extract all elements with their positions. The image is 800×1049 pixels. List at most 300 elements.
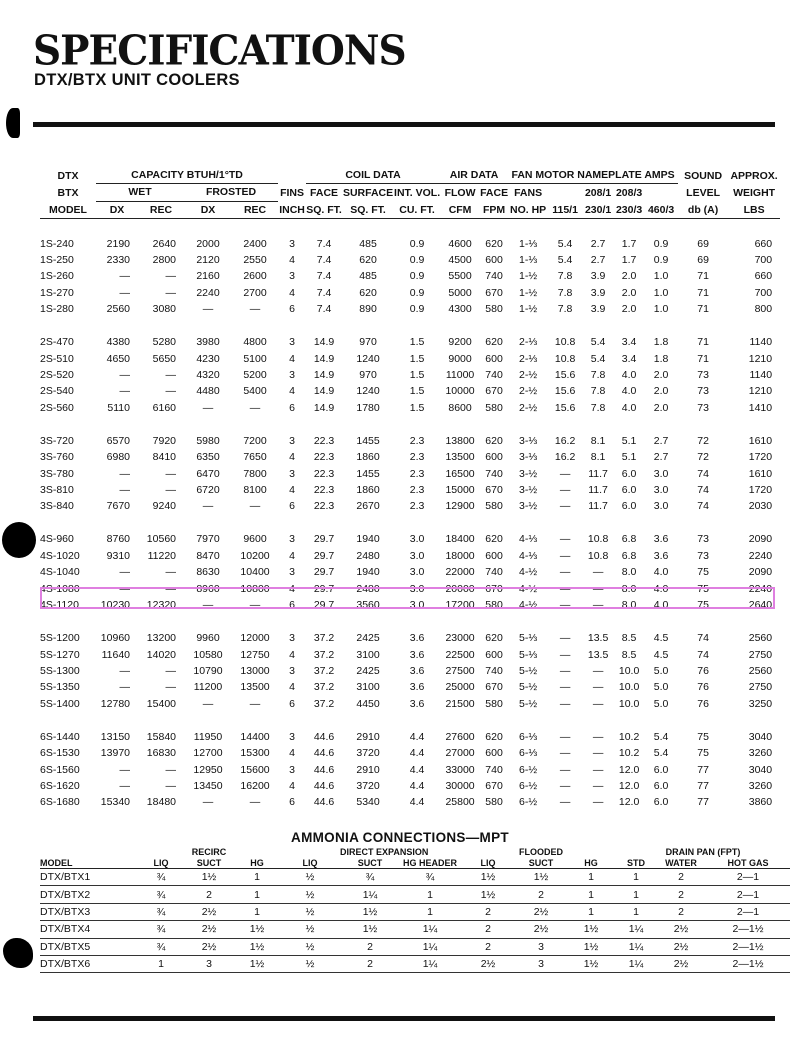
table-cell: 1.0: [653, 270, 669, 283]
table-cell: 1-⅓: [519, 237, 538, 250]
table-cell: 2.7: [653, 451, 669, 464]
model-cell: 4S-1020: [40, 549, 80, 562]
table-cell: 3.0: [653, 484, 669, 497]
table-cell: 73: [697, 401, 709, 414]
table-cell: 44.6: [313, 779, 335, 792]
table-cell: 1720: [748, 451, 773, 464]
table-cell: 13970: [100, 747, 130, 760]
table-cell: 71: [697, 352, 709, 365]
top-rule: [33, 122, 775, 127]
table-cell: 660: [754, 237, 773, 250]
table-row: [40, 630, 780, 646]
table-cell: 2—1: [706, 869, 790, 886]
table-cell: 1780: [356, 401, 380, 414]
table-cell: 6570: [106, 434, 130, 447]
table-cell: 4300: [448, 303, 472, 316]
table-cell: 0.9: [409, 237, 425, 250]
table-row: [40, 400, 780, 416]
table-cell: 2670: [356, 500, 380, 513]
table-cell: 4.0: [653, 582, 669, 595]
table-cell: 620: [359, 286, 377, 299]
group-spacer: [40, 318, 780, 335]
table-cell: —: [559, 484, 571, 497]
table-cell: 0.9: [409, 286, 425, 299]
table-cell: 6350: [196, 451, 220, 464]
table-cell: 800: [754, 303, 773, 316]
col-header: CFM: [448, 203, 472, 216]
table-cell: 14400: [240, 730, 270, 743]
table-cell: 2480: [356, 549, 380, 562]
table-cell: 3-½: [519, 484, 538, 497]
table-cell: 2910: [356, 763, 380, 776]
table-cell: 3: [289, 664, 295, 677]
table-cell: 740: [485, 467, 503, 480]
col-header-level: LEVEL: [686, 186, 721, 199]
table-cell: 3250: [748, 697, 773, 710]
table-cell: 3.0: [409, 599, 425, 612]
table-cell: 1¼: [400, 955, 460, 972]
table-cell: 6.0: [653, 763, 669, 776]
table-cell: 1: [234, 886, 280, 903]
table-cell: 1720: [748, 484, 773, 497]
table-cell: 670: [485, 779, 503, 792]
table-cell: 76: [697, 664, 709, 677]
table-cell: 4.4: [409, 747, 425, 760]
table-cell: 2.3: [409, 500, 425, 513]
col-header: HG: [566, 857, 616, 869]
col-header: HG: [234, 857, 280, 869]
table-cell: 15340: [100, 796, 130, 809]
table-cell: 2: [656, 886, 706, 903]
table-cell: 7670: [106, 500, 130, 513]
table-cell: —: [119, 779, 130, 792]
table-cell: 4: [289, 484, 295, 497]
table-cell: —: [559, 648, 571, 661]
table-cell: 6: [289, 401, 295, 414]
table-cell: 970: [359, 336, 377, 349]
group-header-fan-motor: FAN MOTOR NAMEPLATE AMPS: [508, 167, 678, 184]
table-cell: 2: [184, 886, 234, 903]
table-cell: 3-½: [519, 500, 538, 513]
ammonia-section-title: AMMONIA CONNECTIONS—MPT: [291, 830, 509, 845]
model-cell: DTX/BTX5: [40, 938, 138, 955]
col-header: 230/1: [584, 203, 612, 216]
table-cell: 8600: [448, 401, 472, 414]
col-header-btx: BTX: [57, 186, 79, 199]
table-cell: 7970: [196, 533, 220, 546]
table-cell: 3: [516, 938, 566, 955]
table-cell: 75: [697, 730, 709, 743]
punch-hole-mark: [6, 108, 20, 138]
table-cell: 3.0: [409, 582, 425, 595]
table-cell: —: [559, 549, 571, 562]
table-cell: 3: [289, 730, 295, 743]
table-cell: 15000: [445, 484, 475, 497]
punch-hole-mark: [3, 938, 33, 968]
table-cell: 4380: [106, 336, 130, 349]
table-cell: —: [202, 500, 214, 513]
table-cell: 4: [289, 681, 295, 694]
table-cell: 4: [289, 352, 295, 365]
col-header: LIQ: [460, 857, 516, 869]
table-cell: 12950: [193, 763, 223, 776]
table-cell: 74: [697, 467, 709, 480]
table-cell: 12900: [445, 500, 475, 513]
model-cell: 6S-1680: [40, 796, 80, 809]
table-cell: 4-⅓: [519, 549, 538, 562]
table-row: [40, 252, 780, 268]
header-row-3: [40, 201, 780, 218]
table-cell: 4.0: [621, 369, 637, 382]
table-row: [40, 531, 780, 547]
table-cell: 1.5: [409, 352, 425, 365]
table-cell: 5280: [152, 336, 176, 349]
table-cell: 2-½: [519, 401, 538, 414]
table-cell: 9600: [243, 533, 267, 546]
table-cell: 4: [289, 582, 295, 595]
table-cell: 4-½: [519, 582, 538, 595]
table-cell: 620: [485, 336, 503, 349]
table-cell: 740: [485, 763, 503, 776]
table-cell: ¾: [138, 869, 184, 886]
table-cell: 2160: [196, 270, 220, 283]
group-spacer: [40, 515, 780, 532]
table-cell: 6470: [196, 467, 220, 480]
table-cell: 1860: [356, 451, 380, 464]
table-cell: 620: [359, 254, 377, 267]
table-cell: 2: [460, 938, 516, 955]
table-cell: 600: [485, 648, 503, 661]
table-cell: 670: [485, 681, 503, 694]
table-cell: 4-⅓: [519, 533, 538, 546]
table-cell: 33000: [445, 763, 475, 776]
table-cell: 77: [697, 763, 709, 776]
model-cell: 3S-810: [40, 484, 74, 497]
group-header-air-data: AIR DATA: [440, 167, 508, 184]
table-cell: 1455: [356, 467, 380, 480]
table-cell: 4.0: [653, 599, 669, 612]
table-cell: 3.0: [653, 500, 669, 513]
table-cell: 71: [697, 303, 709, 316]
table-cell: 3: [289, 237, 295, 250]
table-cell: 670: [485, 484, 503, 497]
table-cell: 2-½: [519, 385, 538, 398]
table-cell: 3100: [356, 648, 380, 661]
table-cell: 6-½: [519, 763, 538, 776]
col-header: DX: [109, 203, 125, 216]
table-cell: 700: [754, 286, 773, 299]
table-cell: 4600: [448, 237, 472, 250]
table-cell: 77: [697, 796, 709, 809]
table-cell: 14.9: [313, 352, 335, 365]
col-header: WATER: [656, 857, 706, 869]
table-cell: 670: [485, 385, 503, 398]
table-cell: 3.6: [409, 697, 425, 710]
table-cell: 3.0: [653, 467, 669, 480]
table-cell: 2: [516, 886, 566, 903]
table-cell: 620: [485, 533, 503, 546]
table-cell: 580: [485, 303, 503, 316]
table-cell: 3: [289, 270, 295, 283]
table-cell: 29.7: [313, 582, 335, 595]
table-cell: 21500: [445, 697, 475, 710]
table-cell: 2640: [748, 599, 773, 612]
table-cell: 22.3: [313, 467, 335, 480]
table-cell: 5100: [243, 352, 267, 365]
table-cell: 3.0: [409, 549, 425, 562]
table-cell: 5.4: [653, 747, 669, 760]
table-cell: 6.0: [621, 467, 637, 480]
table-cell: 3.6: [409, 664, 425, 677]
table-cell: 6: [289, 500, 295, 513]
table-cell: 0.9: [653, 237, 669, 250]
table-cell: 25800: [445, 796, 475, 809]
table-row: [40, 903, 790, 920]
table-cell: 7.4: [316, 237, 332, 250]
model-cell: 3S-840: [40, 500, 74, 513]
table-cell: 75: [697, 582, 709, 595]
table-cell: 44.6: [313, 730, 335, 743]
table-cell: —: [165, 681, 176, 694]
table-cell: 29.7: [313, 566, 335, 579]
table-cell: 670: [485, 286, 503, 299]
table-cell: 7.4: [316, 254, 332, 267]
table-row: [40, 285, 780, 301]
table-cell: 1.8: [653, 336, 669, 349]
table-cell: 18000: [445, 549, 475, 562]
table-cell: 1140: [749, 369, 773, 382]
model-cell: 2S-510: [40, 352, 74, 365]
table-cell: 13800: [445, 434, 475, 447]
table-cell: 73: [697, 385, 709, 398]
table-cell: —: [119, 484, 130, 497]
table-cell: 2.0: [653, 385, 669, 398]
col-header: SUCT: [184, 857, 234, 869]
table-row: [40, 498, 780, 514]
table-cell: 3560: [356, 599, 380, 612]
table-cell: —: [559, 697, 571, 710]
table-cell: 3040: [748, 730, 773, 743]
table-cell: 29.7: [313, 549, 335, 562]
model-cell: 4S-960: [40, 533, 74, 546]
table-cell: 1610: [748, 434, 773, 447]
table-cell: 3: [289, 336, 295, 349]
table-cell: 16830: [146, 747, 176, 760]
table-cell: 6-⅓: [519, 747, 538, 760]
table-cell: 11.7: [588, 500, 608, 513]
table-cell: 6.8: [621, 549, 637, 562]
table-cell: 25000: [445, 681, 475, 694]
table-cell: 6: [289, 303, 295, 316]
table-cell: 73: [697, 533, 709, 546]
table-cell: 2480: [356, 582, 380, 595]
table-row: [40, 236, 780, 252]
table-cell: 2.0: [621, 286, 637, 299]
table-cell: 3: [289, 467, 295, 480]
table-cell: 14.9: [313, 385, 335, 398]
table-cell: 1.0: [653, 286, 669, 299]
table-cell: —: [559, 599, 571, 612]
model-cell: 2S-520: [40, 369, 74, 382]
table-cell: 7.8: [590, 385, 606, 398]
table-cell: 1½: [460, 886, 516, 903]
table-cell: 2½: [516, 903, 566, 920]
table-cell: 75: [697, 599, 709, 612]
table-cell: 10790: [193, 664, 223, 677]
table-cell: 2560: [106, 303, 130, 316]
model-cell: 2S-560: [40, 401, 74, 414]
table-cell: 12.0: [618, 779, 640, 792]
col-header: SQ. FT.: [350, 203, 386, 216]
table-cell: 8.1: [590, 434, 606, 447]
table-cell: 11950: [193, 730, 223, 743]
table-cell: 3.4: [621, 352, 637, 365]
table-cell: 3.9: [590, 303, 606, 316]
table-cell: 37.2: [313, 632, 335, 645]
col-header-weight: WEIGHT: [733, 186, 776, 199]
table-cell: 77: [697, 779, 709, 792]
table-row: [40, 383, 780, 399]
group-spacer: [40, 712, 780, 729]
table-cell: —: [559, 747, 571, 760]
table-cell: 6-½: [519, 796, 538, 809]
table-cell: 1¼: [616, 921, 656, 938]
table-cell: —: [592, 582, 604, 595]
table-cell: 3-⅓: [519, 451, 538, 464]
table-cell: 9310: [106, 549, 130, 562]
table-cell: 4.4: [409, 730, 425, 743]
col-header: db (A): [687, 203, 719, 216]
table-row: [40, 482, 780, 498]
table-cell: 13500: [445, 451, 475, 464]
table-cell: 44.6: [313, 796, 335, 809]
table-cell: ½: [280, 886, 340, 903]
header-row-2: [40, 184, 780, 201]
table-cell: 15840: [146, 730, 176, 743]
table-cell: 8960: [196, 582, 220, 595]
table-cell: 2240: [748, 549, 773, 562]
table-cell: —: [119, 286, 130, 299]
table-cell: 3.0: [409, 566, 425, 579]
ammonia-connections-table: [40, 846, 790, 973]
table-cell: 0.9: [409, 303, 425, 316]
table-cell: —: [165, 566, 176, 579]
col-header-face-air: FACE: [480, 186, 509, 199]
table-cell: 73: [697, 369, 709, 382]
table-cell: 1: [566, 886, 616, 903]
table-cell: 13.5: [587, 648, 609, 661]
table-cell: 12.0: [618, 796, 640, 809]
table-cell: 2: [656, 869, 706, 886]
table-cell: 6: [289, 599, 295, 612]
table-cell: 7650: [243, 451, 267, 464]
table-cell: —: [165, 467, 176, 480]
table-cell: 3.6: [409, 648, 425, 661]
table-cell: 6.0: [621, 484, 637, 497]
table-cell: 2550: [243, 254, 267, 267]
table-cell: —: [592, 599, 604, 612]
col-header-fans: FANS: [514, 186, 543, 199]
table-cell: 6980: [106, 451, 130, 464]
table-cell: 0.9: [409, 254, 425, 267]
table-cell: 5-⅓: [519, 632, 538, 645]
table-cell: 4480: [196, 385, 220, 398]
table-cell: 5000: [448, 286, 472, 299]
group-spacer: [40, 614, 780, 631]
table-cell: 600: [485, 549, 503, 562]
table-row: [40, 679, 780, 695]
table-cell: 5980: [196, 434, 220, 447]
table-cell: —: [592, 664, 604, 677]
table-cell: 3: [289, 566, 295, 579]
col-header: LIQ: [280, 857, 340, 869]
table-cell: 29.7: [313, 533, 335, 546]
table-cell: ¾: [340, 869, 400, 886]
table-cell: 18400: [445, 533, 475, 546]
table-cell: 1-½: [519, 270, 538, 283]
table-cell: 1¼: [616, 938, 656, 955]
group-header-capacity: CAPACITY BTUH/1°TD: [96, 167, 278, 184]
col-header: INCH: [279, 203, 305, 216]
table-cell: 5.0: [653, 697, 669, 710]
table-cell: 2.3: [409, 467, 425, 480]
subgroup-header-wet: WET: [96, 184, 184, 201]
table-cell: 2090: [748, 533, 773, 546]
table-cell: 12320: [146, 599, 176, 612]
table-cell: 5.4: [557, 254, 573, 267]
table-cell: 3-⅓: [519, 434, 538, 447]
table-cell: 10.8: [587, 549, 609, 562]
table-cell: 29.7: [313, 599, 335, 612]
table-cell: 4.0: [621, 385, 637, 398]
table-cell: —: [119, 681, 130, 694]
table-cell: 4: [289, 779, 295, 792]
col-header: 115/1: [552, 203, 578, 216]
col-header-face: FACE: [310, 186, 339, 199]
table-cell: 8470: [196, 549, 220, 562]
table-cell: 9240: [152, 500, 176, 513]
table-cell: 3: [516, 955, 566, 972]
table-cell: 4-½: [519, 566, 538, 579]
table-cell: —: [165, 779, 176, 792]
table-cell: 4: [289, 747, 295, 760]
table-cell: 580: [485, 697, 503, 710]
table-cell: 8410: [152, 451, 176, 464]
table-cell: 580: [485, 599, 503, 612]
table-cell: 5.1: [621, 451, 637, 464]
table-cell: —: [119, 467, 130, 480]
table-cell: 485: [359, 237, 377, 250]
table-row: [40, 466, 780, 482]
table-cell: 1610: [748, 467, 773, 480]
table-cell: —: [165, 369, 176, 382]
table-cell: 1½: [340, 921, 400, 938]
table-cell: 8.0: [621, 599, 637, 612]
table-cell: 12.0: [618, 763, 640, 776]
table-cell: 10200: [240, 549, 270, 562]
col-header: DX: [200, 203, 216, 216]
table-cell: 69: [697, 254, 709, 267]
table-cell: 4: [289, 385, 295, 398]
table-cell: 7920: [152, 434, 176, 447]
ammonia-header-row-2: [40, 857, 790, 869]
table-cell: 7.8: [590, 401, 606, 414]
table-cell: 37.2: [313, 681, 335, 694]
table-cell: 4.5: [653, 648, 669, 661]
table-cell: 2-½: [519, 369, 538, 382]
table-cell: —: [202, 796, 214, 809]
table-cell: 15.6: [554, 369, 576, 382]
